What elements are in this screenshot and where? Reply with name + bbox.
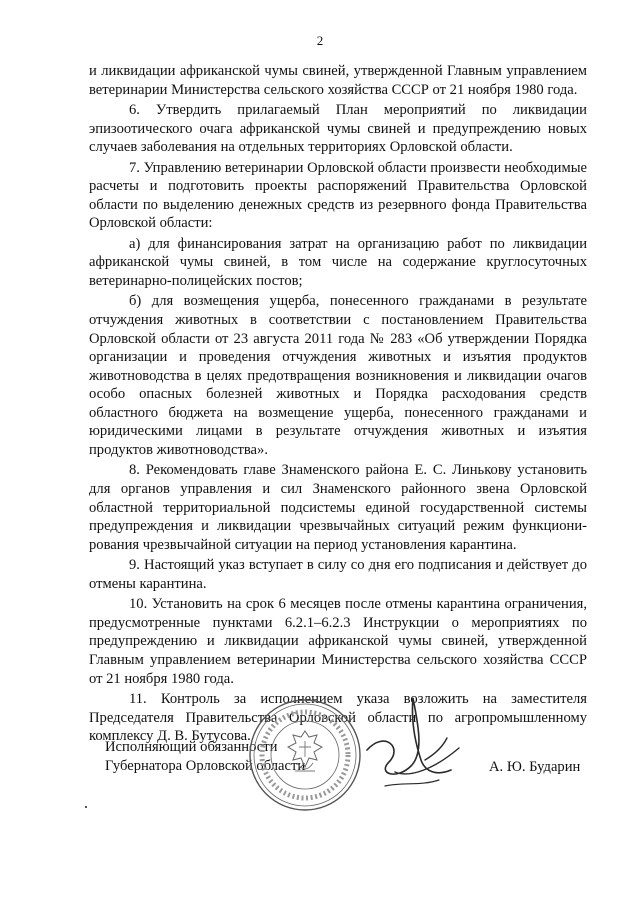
signatory-name: А. Ю. Бударин	[489, 759, 581, 775]
paragraph-item-7b: б) для возмещения ущерба, понесенного гражданами в результате отчуждения животных в соответствии с постановлением Правительства Орловской области от 23 августа 2011 года № 283 «Об утверждении Порядка организации и проведения отчуждения животных и изъятия продуктов животноводства в целях предотвращения возникновения и ликвидации очагов особо опасных болезней животных и Порядка расходования средств областного бюджета на возмещение ущерба, понесенного гражданами и юридическими лицами в результате отчуждения животных и изъятия продуктов животноводства».	[89, 293, 587, 459]
paragraph-item-7: 7. Управлению ветеринарии Орловской области произвести необходимые расчеты и подготовить проекты распоряжений Правительства Орловской области по выделению денежных средств из резервного фонда Правительства Орловской области:	[89, 159, 587, 232]
government-seal-icon	[247, 697, 363, 813]
document-body	[89, 62, 587, 748]
signatory-position-line2: Губернатора Орловской области	[105, 758, 306, 774]
paragraph-continuation: и ликвидации африканской чумы свиней, утвержденной Главным управлением ветеринарии Министерства сельского хозяйства СССР от 21 ноября 1980 года.	[89, 63, 587, 98]
page-number: 2	[316, 33, 324, 48]
paragraph-item-9: 9. Настоящий указ вступает в силу со дня его подписания и действует до отмены карантина.	[89, 557, 587, 592]
signatory-position-line1: Исполняющий обязанности	[105, 739, 278, 755]
handwritten-signature-icon	[355, 690, 470, 800]
paragraph-item-7a: а) для финансирования затрат на организацию работ по ликвидации африканской чумы свиней, в том числе на содержание круглосуточных ветеринарно-полицейских постов;	[89, 235, 587, 289]
paragraph-item-11: 11. Контроль за исполнением указа возложить на заместителя Председателя Правительства Орловской области по агропромышленному комплексу Д. В. Бутусова.	[89, 690, 587, 745]
scan-speck	[85, 806, 87, 808]
paragraph-item-8: 8. Рекомендовать главе Знаменского района Е. С. Линькову установить для органов управления и сил Знаменского районного звена Орловской областной территориальной подсистемы единой государственной системы предупреждения и ликвидации чрезвычайных ситуаций режим функциони-рования чрезвычайной ситуации на период установления карантина.	[89, 462, 587, 553]
paragraph-item-6: 6. Утвердить прилагаемый План мероприятий по ликвидации эпизоотического очага африканской чумы свиней и предупреждению новых случаев заболевания на отдельных территориях Орловской области.	[89, 101, 587, 156]
paragraph-item-10: 10. Установить на срок 6 месяцев после отмены карантина ограничения, предусмотренные пунктами 6.2.1–6.2.3 Инструкции о мероприятиях по предупреждению и ликвидации африканской чумы свиней, утвержденной Главным управлением ветеринарии Министерства сельского хозяйства СССР от 21 ноября 1980 года.	[89, 596, 587, 687]
